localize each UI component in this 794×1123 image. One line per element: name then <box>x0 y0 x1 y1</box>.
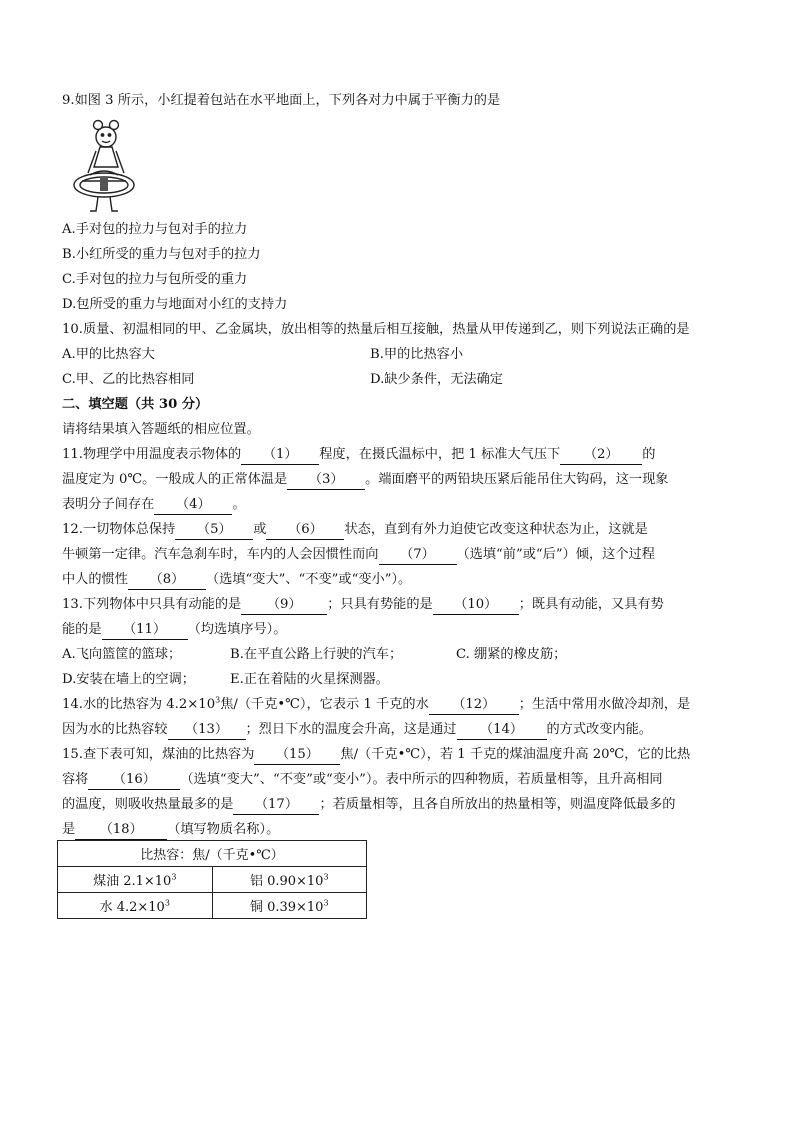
answer-blank-8[interactable]: （8） <box>128 571 206 590</box>
q14-text: 焦/（千克•℃），它表示 1 千克的水 <box>220 697 429 712</box>
exponent: 3 <box>323 872 329 882</box>
exponent: 3 <box>171 872 177 882</box>
q9-option-a: A.手对包的拉力与包对手的拉力 <box>62 222 248 237</box>
q14-text: 的方式改变内能。 <box>546 722 652 737</box>
q13-text: （均选填序号）。 <box>187 622 287 637</box>
q11-text: 温度定为 0℃。一般成人的正常体温是 <box>62 472 288 487</box>
q10-options-row-2 <box>62 367 732 392</box>
q12-line-2 <box>62 542 732 567</box>
table-cell <box>212 893 367 919</box>
exponent: 3 <box>323 898 329 908</box>
table-row <box>58 893 367 919</box>
answer-blank-5[interactable]: （5） <box>175 521 253 540</box>
q11-text: 。 <box>232 497 246 512</box>
answer-blank-1[interactable]: （1） <box>241 446 319 465</box>
cell-text: 煤油 2.1×10 <box>93 874 172 889</box>
q13-line-2 <box>62 617 732 642</box>
q10-options-row-1 <box>62 342 732 367</box>
q13-options-row-1 <box>62 642 732 667</box>
q11-text: 。端面磨平的两铅块压紧后能吊住大钩码，这一现象 <box>365 472 669 487</box>
answer-blank-9[interactable]: （9） <box>241 596 327 615</box>
q14-line-1 <box>62 692 732 717</box>
cell-text: 水 4.2×10 <box>99 900 165 915</box>
table-row <box>58 867 367 893</box>
q12-line-1 <box>62 517 732 542</box>
cell-text: 铜 0.39×10 <box>249 900 324 915</box>
answer-blank-17[interactable]: （17） <box>233 796 319 815</box>
specific-heat-table <box>57 840 367 919</box>
answer-blank-13[interactable]: （13） <box>168 721 246 740</box>
table-cell <box>58 893 213 919</box>
q15-text: （选填“变大”、“不变”或“变小”）。表中所示的四种物质，若质量相等，且升高相同 <box>180 772 663 787</box>
answer-blank-15[interactable]: （15） <box>254 746 340 765</box>
exponent: 3 <box>164 898 170 908</box>
q13-option-c: C. 绷紧的橡皮筋； <box>456 647 567 662</box>
q13-text: ；只具有势能的是 <box>327 597 433 612</box>
q15-text: 容将 <box>62 772 89 787</box>
q11-line-3 <box>62 492 732 517</box>
exam-page <box>62 88 732 842</box>
q13-text: ；既具有动能，又具有势 <box>518 597 664 612</box>
q13-option-a: A.飞向篮筐的篮球； <box>62 647 182 662</box>
q13-options-row-2 <box>62 667 732 692</box>
table-cell <box>212 867 367 893</box>
table-header: 比热容：焦/（千克•℃） <box>58 841 367 867</box>
answer-blank-6[interactable]: （6） <box>266 521 344 540</box>
girl-carrying-bag-icon <box>68 115 138 215</box>
answer-blank-4[interactable]: （4） <box>154 496 232 515</box>
q11-text: 11.物理学中用温度表示物体的 <box>62 447 242 462</box>
answer-blank-18[interactable]: （18） <box>75 821 167 840</box>
q15-text: （填写物质名称）。 <box>167 822 280 837</box>
table-header-row <box>58 841 367 867</box>
q15-text: ；若质量相等，且各自所放出的热量相等，则温度降低最多的 <box>319 797 676 812</box>
answer-blank-2[interactable]: （2） <box>560 446 642 465</box>
q14-text: ；生活中常用水做冷却剂，是 <box>518 697 691 712</box>
q13-line-1 <box>62 592 732 617</box>
q13-option-d: D.安装在墙上的空调； <box>62 672 195 687</box>
q11-line-1 <box>62 442 732 467</box>
q13-option-e: E.正在着陆的火星探测器。 <box>230 672 389 687</box>
q11-text: 的 <box>642 447 656 462</box>
q12-text: 中人的惯性 <box>62 572 128 587</box>
q14-line-2 <box>62 717 732 742</box>
q15-line-1 <box>62 742 732 767</box>
q12-line-3 <box>62 567 732 592</box>
q12-text: 状态，直到有外力迫使它改变这种状态为止，这就是 <box>344 522 648 537</box>
q15-text: 15.查下表可知，煤油的比热容为 <box>62 747 255 762</box>
q13-text: 能的是 <box>62 622 102 637</box>
q11-text: 表明分子间存在 <box>62 497 155 512</box>
q15-text: 焦/（千克•℃），若 1 千克的煤油温度升高 20℃，它的比热 <box>340 747 691 762</box>
q15-text: 是 <box>62 822 76 837</box>
figure-3 <box>62 113 732 217</box>
q10-option-d: D.缺少条件，无法确定 <box>370 372 503 387</box>
q10-option-a: A.甲的比热容大 <box>62 347 155 362</box>
q14-text: 14.水的比热容为 4.2×10 <box>62 697 216 712</box>
q12-text: 12.一切物体总保持 <box>62 522 176 537</box>
answer-blank-16[interactable]: （16） <box>88 771 180 790</box>
q13-text: 13.下列物体中只具有动能的是 <box>62 597 242 612</box>
q14-text: ；烈日下水的温度会升高，这是通过 <box>245 722 457 737</box>
answer-blank-12[interactable]: （12） <box>429 696 519 715</box>
table-cell <box>58 867 213 893</box>
q15-line-4 <box>62 817 732 842</box>
q9-option-d: D.包所受的重力与地面对小红的支持力 <box>62 297 288 312</box>
answer-blank-7[interactable]: （7） <box>379 546 457 565</box>
q15-line-3 <box>62 792 732 817</box>
exponent: 3 <box>215 695 221 705</box>
q12-text: 或 <box>253 522 267 537</box>
q12-text: （选填“前”或“后”）倾，这个过程 <box>456 547 655 562</box>
section-instruction: 请将结果填入答题纸的相应位置。 <box>62 422 260 437</box>
q15-line-2 <box>62 767 732 792</box>
q12-text: 牛顿第一定律。汽车急刹车时，车内的人会因惯性而向 <box>62 547 379 562</box>
section-heading: 二、填空题（共 30 分） <box>62 397 209 412</box>
answer-blank-3[interactable]: （3） <box>287 471 365 490</box>
cell-text: 铝 0.90×10 <box>249 874 324 889</box>
answer-blank-14[interactable]: （14） <box>457 721 547 740</box>
q10-option-c: C.甲、乙的比热容相同 <box>62 372 195 387</box>
q11-line-2 <box>62 467 732 492</box>
q9-stem: 9.如图 3 所示，小红提着包站在水平地面上，下列各对力中属于平衡力的是 <box>62 93 501 108</box>
q14-text: 因为水的比热容较 <box>62 722 168 737</box>
q12-text: （选填“变大”、“不变”或“变小”）。 <box>205 572 412 587</box>
q11-text: 程度，在摄氏温标中，把 1 标准大气压下 <box>319 447 561 462</box>
answer-blank-11[interactable]: （11） <box>102 621 188 640</box>
answer-blank-10[interactable]: （10） <box>433 596 519 615</box>
q10-option-b: B.甲的比热容小 <box>370 347 464 362</box>
q10-stem: 10.质量、初温相同的甲、乙金属块，放出相等的热量后相互接触，热量从甲传递到乙，则下列说法正确的是 <box>62 322 690 337</box>
q9-option-c: C.手对包的拉力与包所受的重力 <box>62 272 248 287</box>
q9-option-b: B.小红所受的重力与包对手的拉力 <box>62 247 261 262</box>
q15-text: 的温度，则吸收热量最多的是 <box>62 797 234 812</box>
q13-option-b: B.在平直公路上行驶的汽车； <box>230 647 403 662</box>
